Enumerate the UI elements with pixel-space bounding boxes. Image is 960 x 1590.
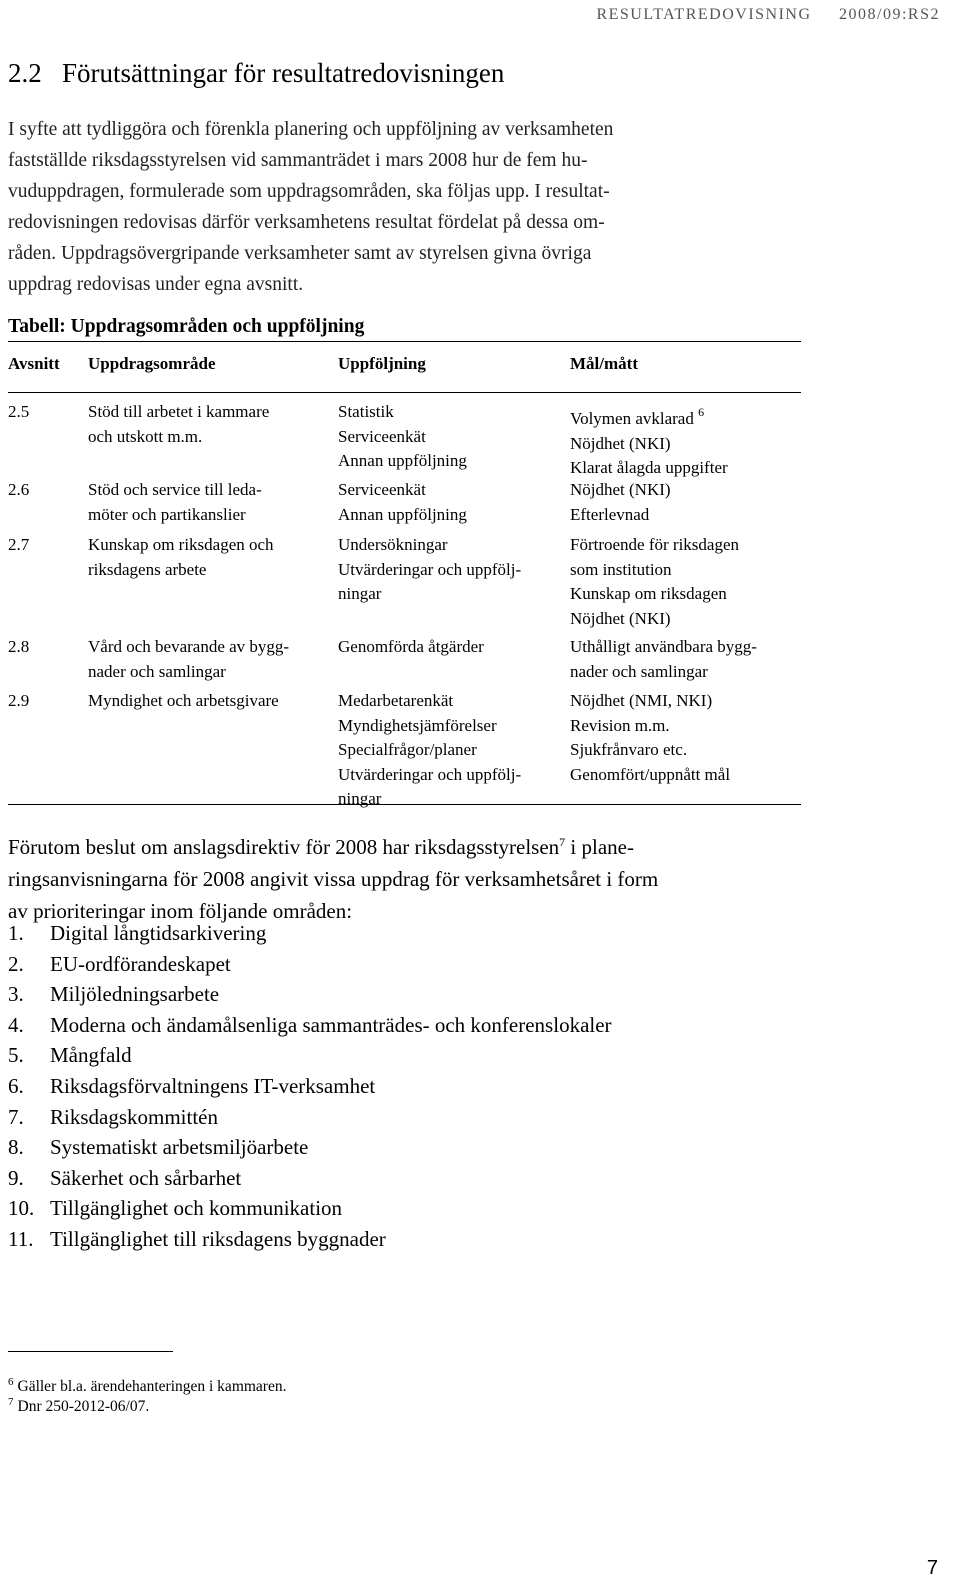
row-followup-line: Serviceenkät: [338, 480, 426, 499]
row-goal-line: Sjukfrånvaro etc.: [570, 740, 688, 759]
row-area-line: Myndighet och arbetsgivare: [88, 691, 279, 710]
row-goal-line: Kunskap om riksdagen: [570, 584, 727, 603]
table-header-goal: Mål/mått: [570, 354, 638, 373]
row-goal: [570, 400, 728, 481]
table-header-followup: Uppföljning: [338, 354, 426, 373]
row-goal-line: Efterlevnad: [570, 504, 650, 524]
row-goal-line: Revision m.m.: [570, 715, 670, 735]
row-goal-line: som institution: [570, 559, 672, 579]
footnote-ref: 6: [698, 405, 705, 419]
row-section: 2.7: [8, 535, 30, 554]
row-followup-line: Utvärderingar och uppfölj-: [338, 764, 522, 784]
row-followup: [338, 533, 521, 607]
row-goal: [570, 533, 739, 631]
row-section: 2.6: [8, 480, 30, 499]
section-number: 2.2: [8, 58, 42, 88]
row-followup-line: Specialfrågor/planer: [338, 740, 477, 759]
table-header-section: Avsnitt: [8, 354, 60, 373]
row-goal-line: Nöjdhet (NKI): [570, 433, 671, 453]
running-header-doc-id: 2008/09:RS2: [839, 6, 940, 23]
intro-line: råden. Uppdragsövergripande verksamheter samt av styrelsen givna övriga: [8, 243, 592, 264]
row-area-line: nader och samlingar: [88, 661, 226, 681]
row-goal-line: Uthålligt användbara bygg-: [570, 637, 757, 656]
row-goal-line: Volymen avklarad $^6$: [570, 405, 705, 428]
intro-line: uppdrag redovisas under egna avsnitt.: [8, 274, 304, 295]
footnote-text: Dnr 250-2012-06/07.: [17, 1398, 150, 1415]
row-followup: [338, 689, 521, 812]
para2-line: Förutom beslut om anslagsdirektiv för 2008 har riksdagsstyrelsen$^7$ i plane-: [8, 835, 634, 859]
table-top-rule: [8, 341, 801, 342]
row-area-line: Stöd och service till leda-: [88, 480, 262, 499]
para2-line: ringsanvisningarna för 2008 angivit vissa uppdrag för verksamhetsåret i form: [8, 867, 659, 891]
row-followup-line: Serviceenkät: [338, 426, 426, 446]
row-area-line: Kunskap om riksdagen och: [88, 535, 274, 554]
intro-paragraph: [8, 114, 786, 300]
row-goal-line: Nöjdhet (NKI): [570, 608, 671, 628]
row-followup-line: Medarbetarenkät: [338, 691, 454, 710]
row-goal-line: Förtroende för riksdagen: [570, 535, 740, 554]
row-goal-line: Nöjdhet (NMI, NKI): [570, 691, 713, 710]
table-header-area: Uppdragsområde: [88, 354, 216, 373]
running-header-section: RESULTATREDOVISNING: [596, 6, 812, 23]
row-goal: [570, 635, 757, 684]
row-followup-line: Annan uppföljning: [338, 504, 467, 524]
row-area-line: riksdagens arbete: [88, 559, 207, 579]
row-goal: [570, 478, 671, 527]
row-followup-line: Utvärderingar och uppfölj-: [338, 559, 522, 579]
intro-line: redovisningen redovisas därför verksamhetens resultat fördelat på dessa om-: [8, 212, 605, 233]
row-area-line: och utskott m.m.: [88, 426, 203, 446]
row-followup: [338, 478, 467, 527]
footnote: [8, 1376, 286, 1396]
priorities-intro-paragraph: [8, 826, 786, 927]
intro-line: I syfte att tydliggöra och förenkla planering och uppföljning av verksamheten: [8, 119, 614, 140]
table-caption: Tabell: Uppdragsområden och uppföljning: [8, 316, 365, 337]
row-section: 2.5: [8, 402, 30, 421]
footnote-mark: 6: [8, 1376, 14, 1388]
row-goal-line: Klarat ålagda uppgifter: [570, 458, 728, 477]
row-area-line: Stöd till arbetet i kammare: [88, 402, 270, 421]
row-followup-line: ningar: [338, 584, 382, 603]
page-number: 7: [926, 1557, 938, 1579]
row-goal-line: Genomfört/uppnått mål: [570, 764, 731, 784]
intro-line: vuduppdragen, formulerade som uppdragsområden, ska följas upp. I resultat-: [8, 181, 610, 202]
row-followup-line: Undersökningar: [338, 535, 448, 554]
row-section: 2.8: [8, 637, 30, 656]
footnote: [8, 1396, 149, 1416]
section-heading: [8, 58, 504, 89]
row-goal-line: nader och samlingar: [570, 661, 708, 681]
row-area: [88, 635, 289, 684]
row-followup: [338, 635, 484, 660]
row-area-line: Vård och bevarande av bygg-: [88, 637, 290, 656]
row-goal: [570, 689, 730, 787]
running-header: [596, 6, 940, 24]
row-followup-line: ningar: [338, 789, 382, 808]
row-followup: [338, 400, 467, 474]
para2-line: av prioriteringar inom följande områden:: [8, 899, 353, 923]
footnote-text: Gäller bl.a. ärendehanteringen i kammaren.: [17, 1378, 287, 1395]
section-title: Förutsättningar för resultatredovisningen: [62, 58, 505, 88]
row-followup-line: Genomförda åtgärder: [338, 637, 484, 656]
intro-line: fastställde riksdagsstyrelsen vid sammanträdet i mars 2008 hur de fem hu-: [8, 150, 588, 171]
row-area: [88, 533, 274, 582]
row-followup-line: Annan uppföljning: [338, 451, 467, 470]
row-area: [88, 478, 262, 527]
row-followup-line: Statistik: [338, 402, 394, 421]
row-goal-line: Nöjdhet (NKI): [570, 480, 671, 499]
row-followup-line: Myndighetsjämförelser: [338, 715, 497, 735]
row-section: 2.9: [8, 691, 30, 710]
footnote-ref: 7: [559, 835, 566, 849]
table-header-rule: [8, 392, 801, 393]
footnote-mark: 7: [8, 1396, 14, 1408]
row-area: [88, 400, 269, 449]
row-area-line: möter och partikanslier: [88, 504, 246, 524]
footnote-separator: [8, 1351, 173, 1352]
row-area: [88, 689, 279, 714]
